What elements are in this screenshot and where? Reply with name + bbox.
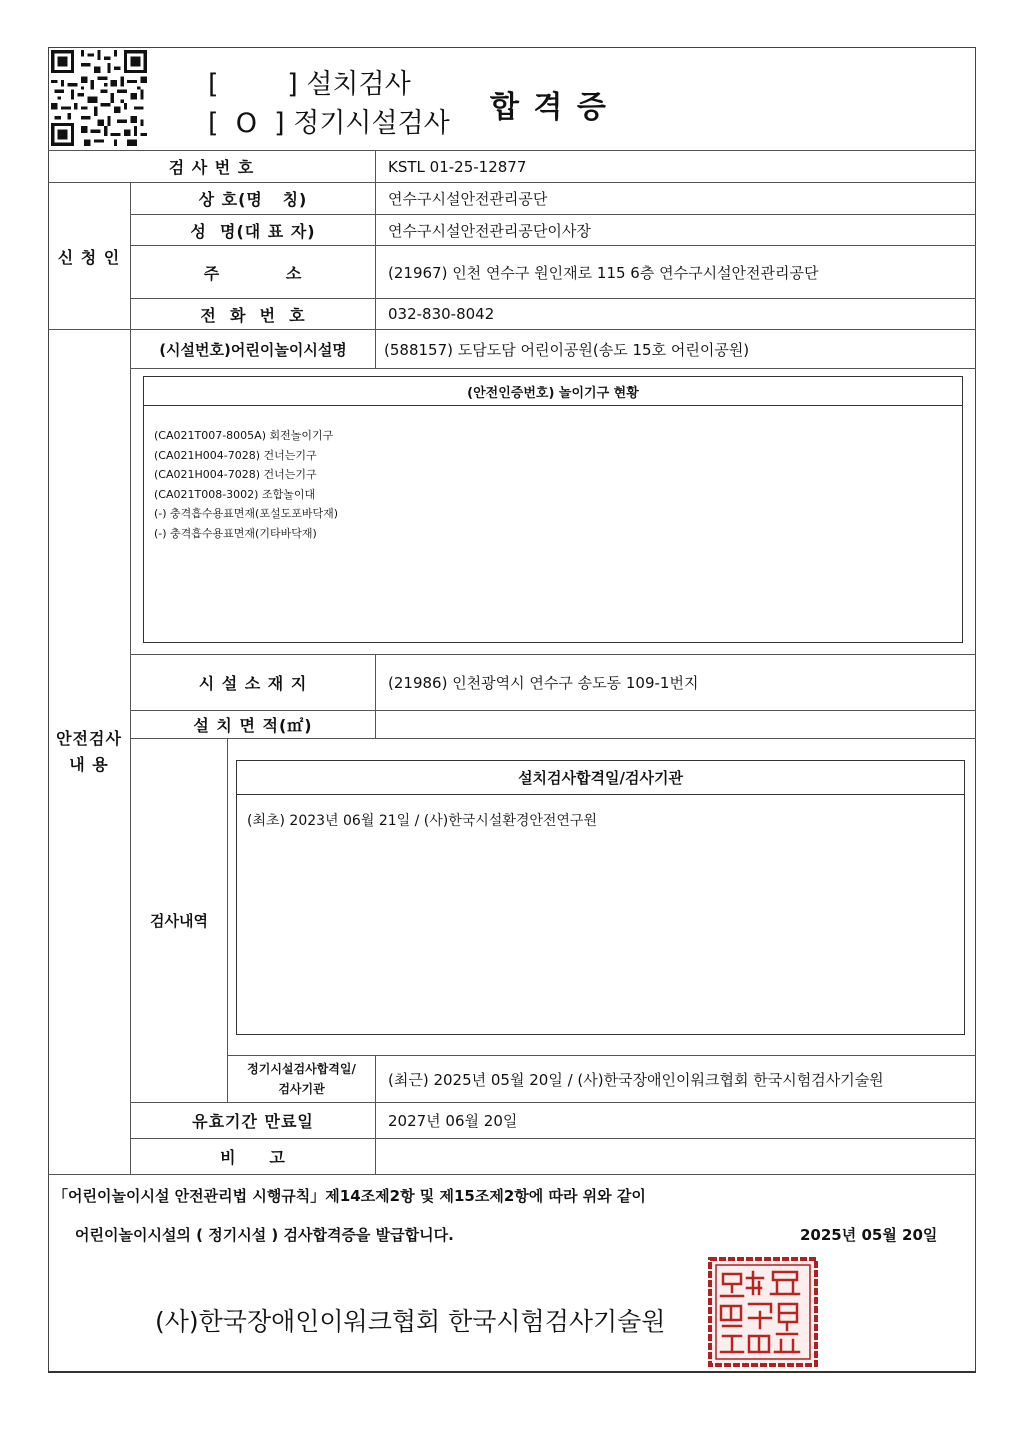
periodic-check-label: 정기시설검사 <box>293 108 450 139</box>
equipment-list <box>154 426 338 543</box>
periodic-history-label <box>228 1056 375 1102</box>
install-history-box <box>236 760 965 1035</box>
facility-name-value: (588157) 도담도담 어린이공원(송도 15호 어린이공원) <box>384 340 750 359</box>
history-label: 검사내역 <box>150 912 208 930</box>
periodic-history-label-1: 정기시설검사합격일/ <box>247 1062 356 1076</box>
company-value: 연수구시설안전관리공단 <box>388 190 548 208</box>
safety-section-label <box>48 330 130 1174</box>
install-check-mark: [ ] <box>208 69 298 100</box>
periodic-check-mark: [ O ] <box>208 108 285 139</box>
equipment-box <box>143 376 963 643</box>
list-item: (-) 충격흡수용표면재(기타바닥재) <box>154 526 317 540</box>
list-item: (-) 충격흡수용표면재(포설도포바닥재) <box>154 507 339 520</box>
qr-code-icon <box>51 50 147 146</box>
expiry-value: 2027년 06월 20일 <box>388 1112 518 1130</box>
equipment-title: (안전인증번호) 놀이기구 현황 <box>144 377 962 406</box>
expiry-label: 유효기간 만료일 <box>192 1112 314 1131</box>
issuer-name: (사)한국장애인이워크협회 한국시험검사기술원 <box>155 1307 666 1336</box>
applicant-section-label: 신 청 인 <box>57 247 121 267</box>
periodic-history-label-2: 검사기관 <box>278 1082 325 1096</box>
certificate-title: 합 격 증 <box>490 90 608 125</box>
periodic-history-value: (최근) 2025년 05월 20일 / (사)한국장애인이워크협회 한국시험검사기술원 <box>388 1070 884 1089</box>
periodic-check-option <box>208 101 450 140</box>
list-item: (CA021H004-7028) 건너는기구 <box>154 448 317 462</box>
list-item: (CA021T007-8005A) 회전놀이기구 <box>154 429 334 442</box>
phone-value: 032-830-8042 <box>388 305 495 323</box>
safety-section-label-2: 내 용 <box>69 755 109 774</box>
inspection-no-value: KSTL 01-25-12877 <box>388 157 527 176</box>
location-value: (21986) 인천광역시 연수구 송도동 109-1번지 <box>388 674 699 692</box>
safety-section-label-1: 안전검사 <box>56 729 122 748</box>
list-item: (CA021T008-3002) 조합놀이대 <box>154 487 316 501</box>
install-history-entry: (최초) 2023년 06월 21일 / (사)한국시설환경안전연구원 <box>247 813 597 829</box>
install-check-label: 설치검사 <box>306 69 411 100</box>
phone-label: 전 화 번 호 <box>200 305 306 325</box>
representative-label: 성 명(대 표 자) <box>190 221 316 241</box>
address-label: 주 소 <box>203 263 303 283</box>
install-history-title: 설치검사합격일/검사기관 <box>237 761 964 795</box>
install-check-option <box>208 62 411 101</box>
official-seal-icon <box>707 1256 819 1368</box>
facility-name-label: (시설번호)어린이놀이시설명 <box>159 340 347 359</box>
location-label: 시 설 소 재 지 <box>198 674 308 693</box>
issue-date: 2025년 05월 20일 <box>800 1226 938 1244</box>
representative-value: 연수구시설안전관리공단이사장 <box>388 221 591 240</box>
area-label: 설 치 면 적(㎡) <box>193 716 313 735</box>
area-value <box>376 711 976 738</box>
list-item: (CA021H004-7028) 건너는기구 <box>154 468 317 481</box>
remarks-value <box>376 1139 976 1174</box>
remarks-label: 비 고 <box>220 1148 286 1167</box>
company-label: 상 호(명 칭) <box>198 190 308 209</box>
footer-legal-text: 「어린이놀이시설 안전관리법 시행규칙」제14조제2항 및 제15조제2항에 따라 위와 같이 <box>53 1187 646 1205</box>
inspection-no-label: 검 사 번 호 <box>168 158 255 177</box>
footer-issue-text: 어린이놀이시설의 ( 정기시설 ) 검사합격증을 발급합니다. <box>75 1226 454 1244</box>
address-value: (21967) 인천 연수구 원인재로 115 6층 연수구시설안전관리공단 <box>388 263 819 282</box>
